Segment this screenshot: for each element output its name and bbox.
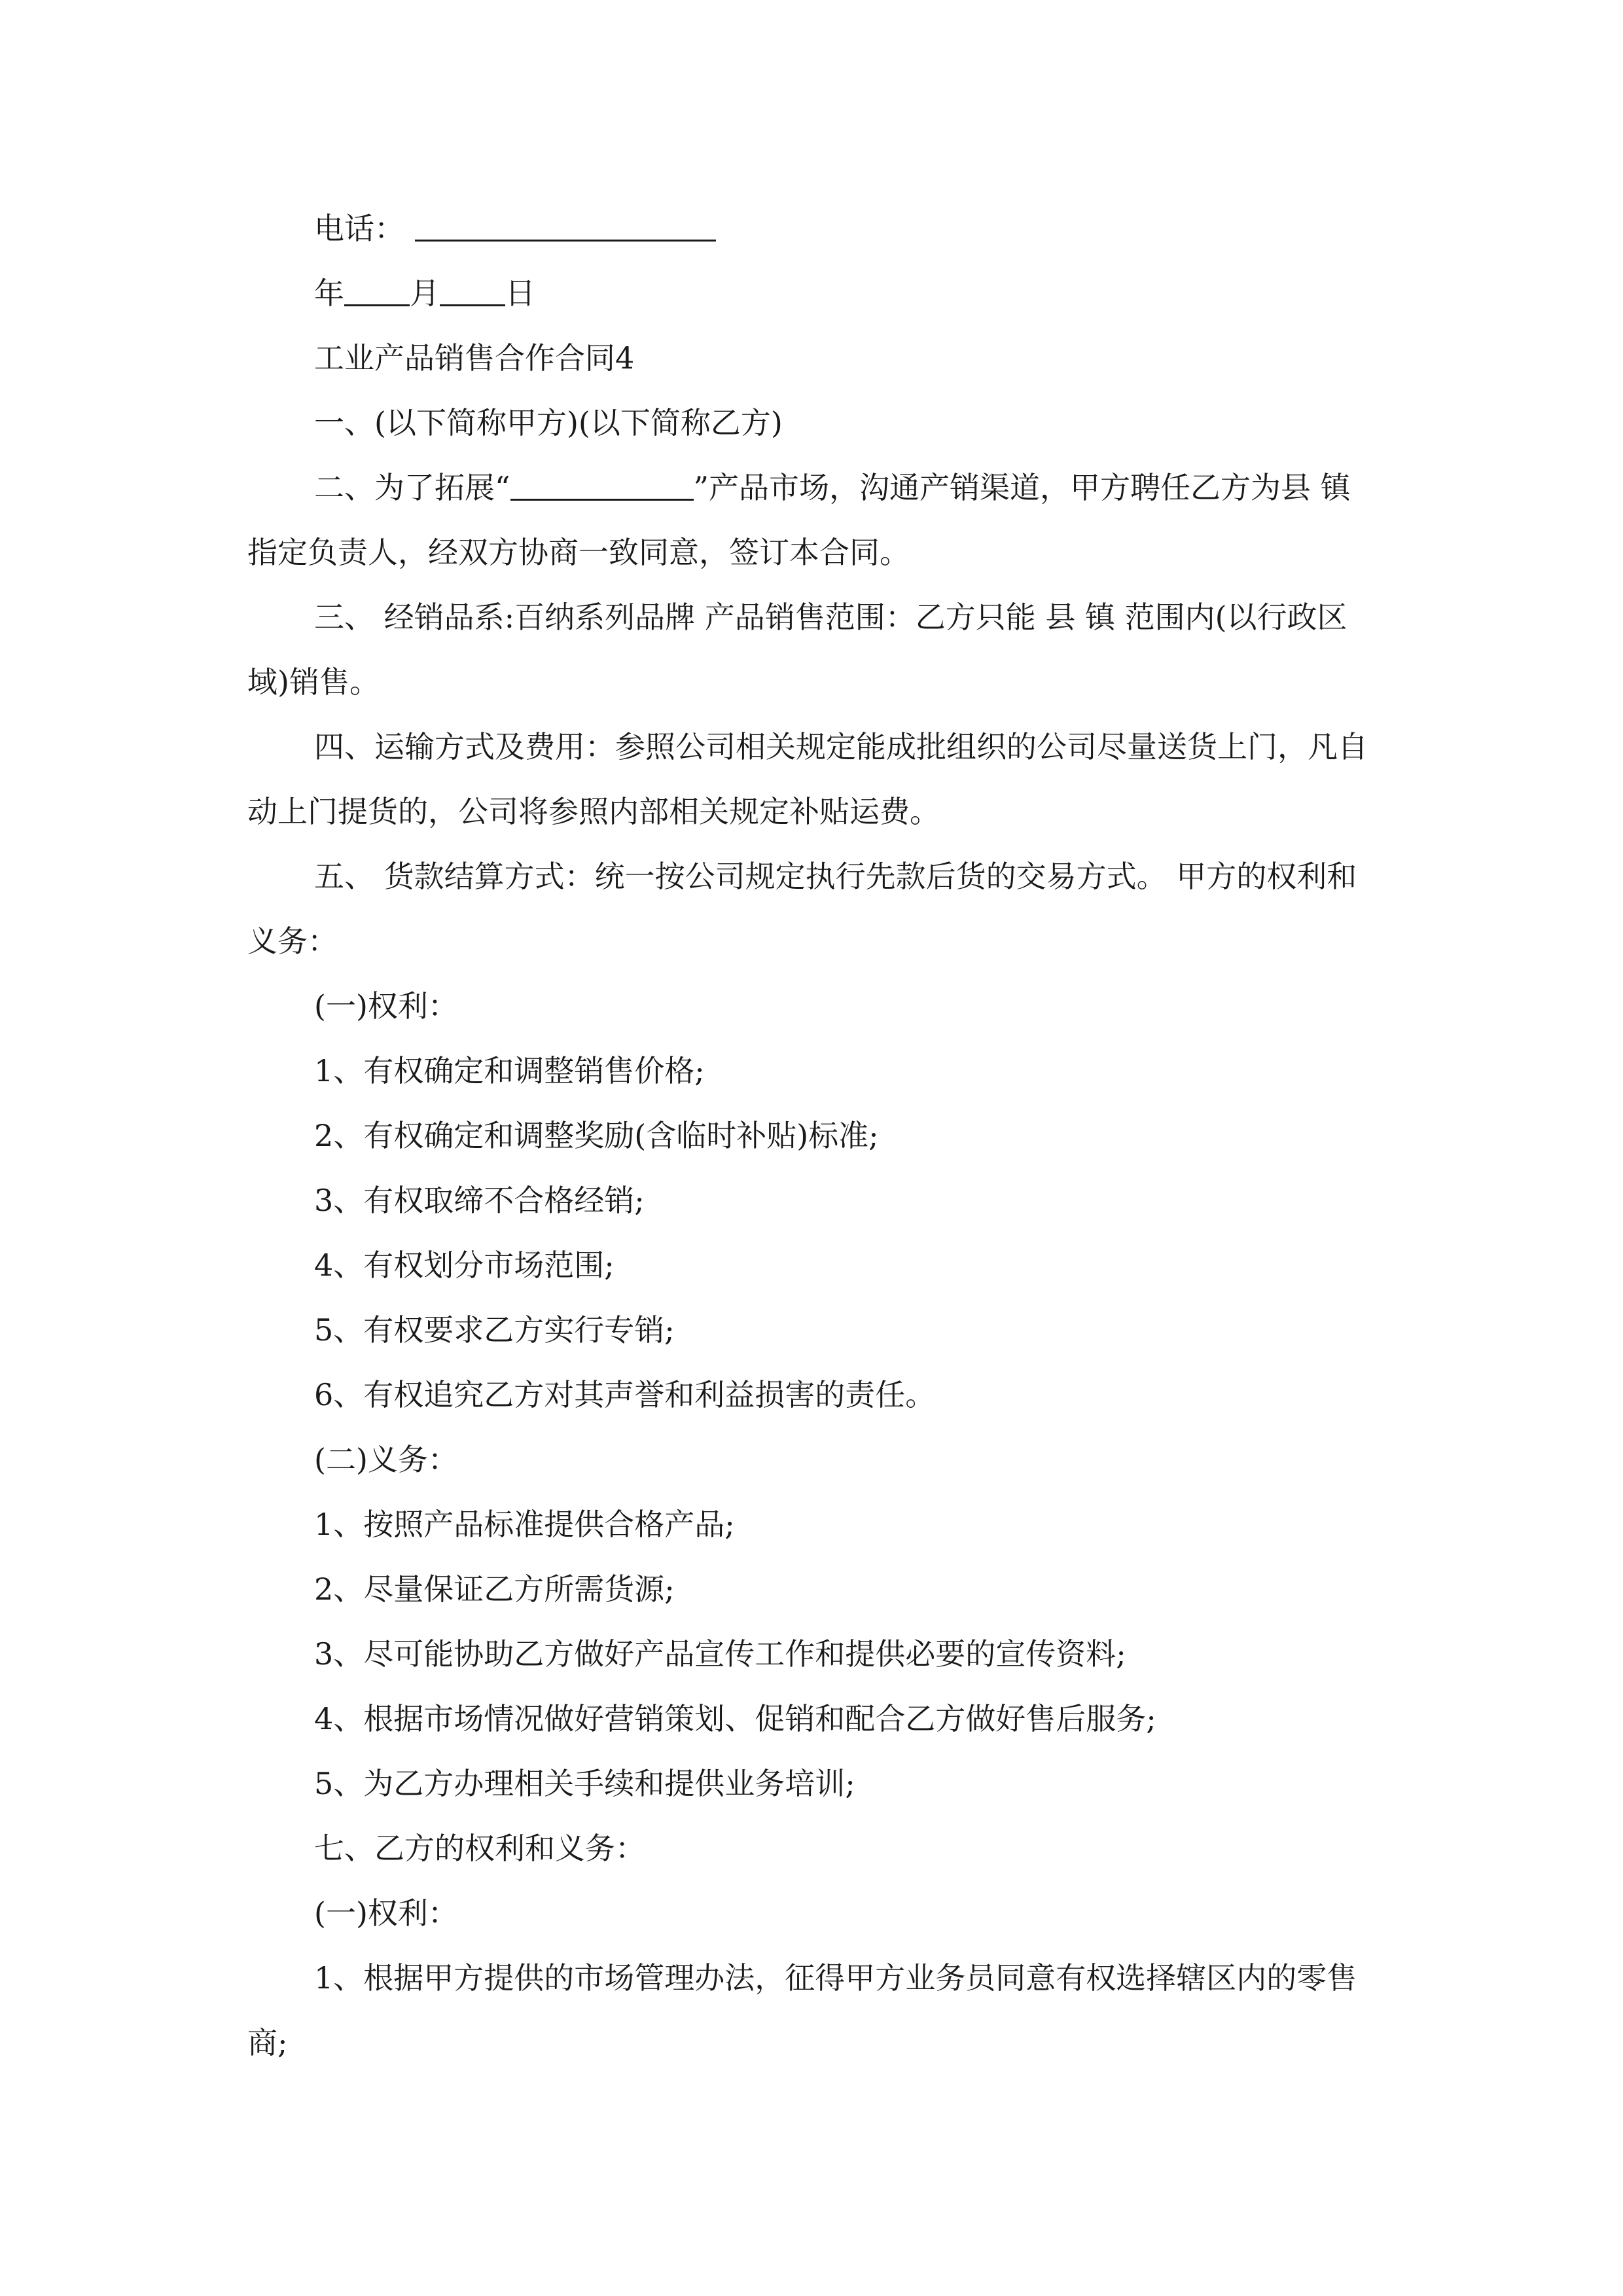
clause-1: 一、(以下简称甲方)(以下简称乙方) [314,405,783,440]
month-blank [344,278,410,306]
list-item: 5、有权要求乙方实行专销; [314,1312,675,1348]
list-item: 5、为乙方办理相关手续和提供业务培训; [314,1766,855,1801]
list-item: 4、有权划分市场范围; [314,1247,615,1283]
date-day: 日 [505,276,535,311]
list-item: 2、尽量保证乙方所需货源; [314,1571,675,1607]
product-blank [510,473,694,501]
contract-title: 工业产品销售合作合同4 [314,340,635,376]
phone-line [247,196,1386,261]
phone-blank [415,213,716,242]
list-item: 1、有权确定和调整销售价格; [314,1053,705,1088]
list-item: 3、尽可能协助乙方做好产品宣传工作和提供必要的宣传资料; [314,1636,1126,1672]
date-line [247,261,1386,326]
party-a-rights-heading: (一)权利： [314,988,458,1024]
party-a-duties-heading: (二)义务： [314,1442,458,1477]
clause-2-before: 二、为了拓展“ [314,470,510,505]
list-item: 3、有权取缔不合格经销; [314,1183,645,1218]
document-body [247,196,1386,2075]
clause-4: 四、运输方式及费用：参照公司相关规定能成批组织的公司尽量送货上门，凡自动上门提货的，公司将参照内部相关规定补贴运费。 [247,729,1368,829]
list-item: 1、按照产品标准提供合格产品; [314,1507,735,1542]
clause-2 [247,456,1386,585]
day-blank [440,278,505,306]
list-item: 1、根据甲方提供的市场管理办法，征得甲方业务员同意有权选择辖区内的零售商; [247,1960,1357,2060]
clause-2-after: ”产品市场，沟通产销渠道，甲方聘任乙方为县 镇 指定负责人，经双方协商一致同意，签订本合同。 [247,470,1361,570]
list-item: 4、根据市场情况做好营销策划、促销和配合乙方做好售后服务; [314,1701,1156,1736]
list-item: 2、有权确定和调整奖励(含临时补贴)标准; [314,1118,879,1153]
clause-7: 七、乙方的权利和义务： [314,1831,645,1866]
phone-label: 电话： [314,211,404,246]
date-month: 月 [410,276,440,311]
clause-5: 五、 货款结算方式：统一按公司规定执行先款后货的交易方式。 甲方的权利和义务： [247,859,1357,959]
party-b-rights-heading: (一)权利： [314,1895,458,1931]
list-item: 6、有权追究乙方对其声誉和利益损害的责任。 [314,1377,936,1412]
date-year: 年 [314,276,344,311]
clause-3: 三、 经销品系:百纳系列品牌 产品销售范围：乙方只能 县 镇 范围内(以行政区域)销售。 [247,600,1347,700]
